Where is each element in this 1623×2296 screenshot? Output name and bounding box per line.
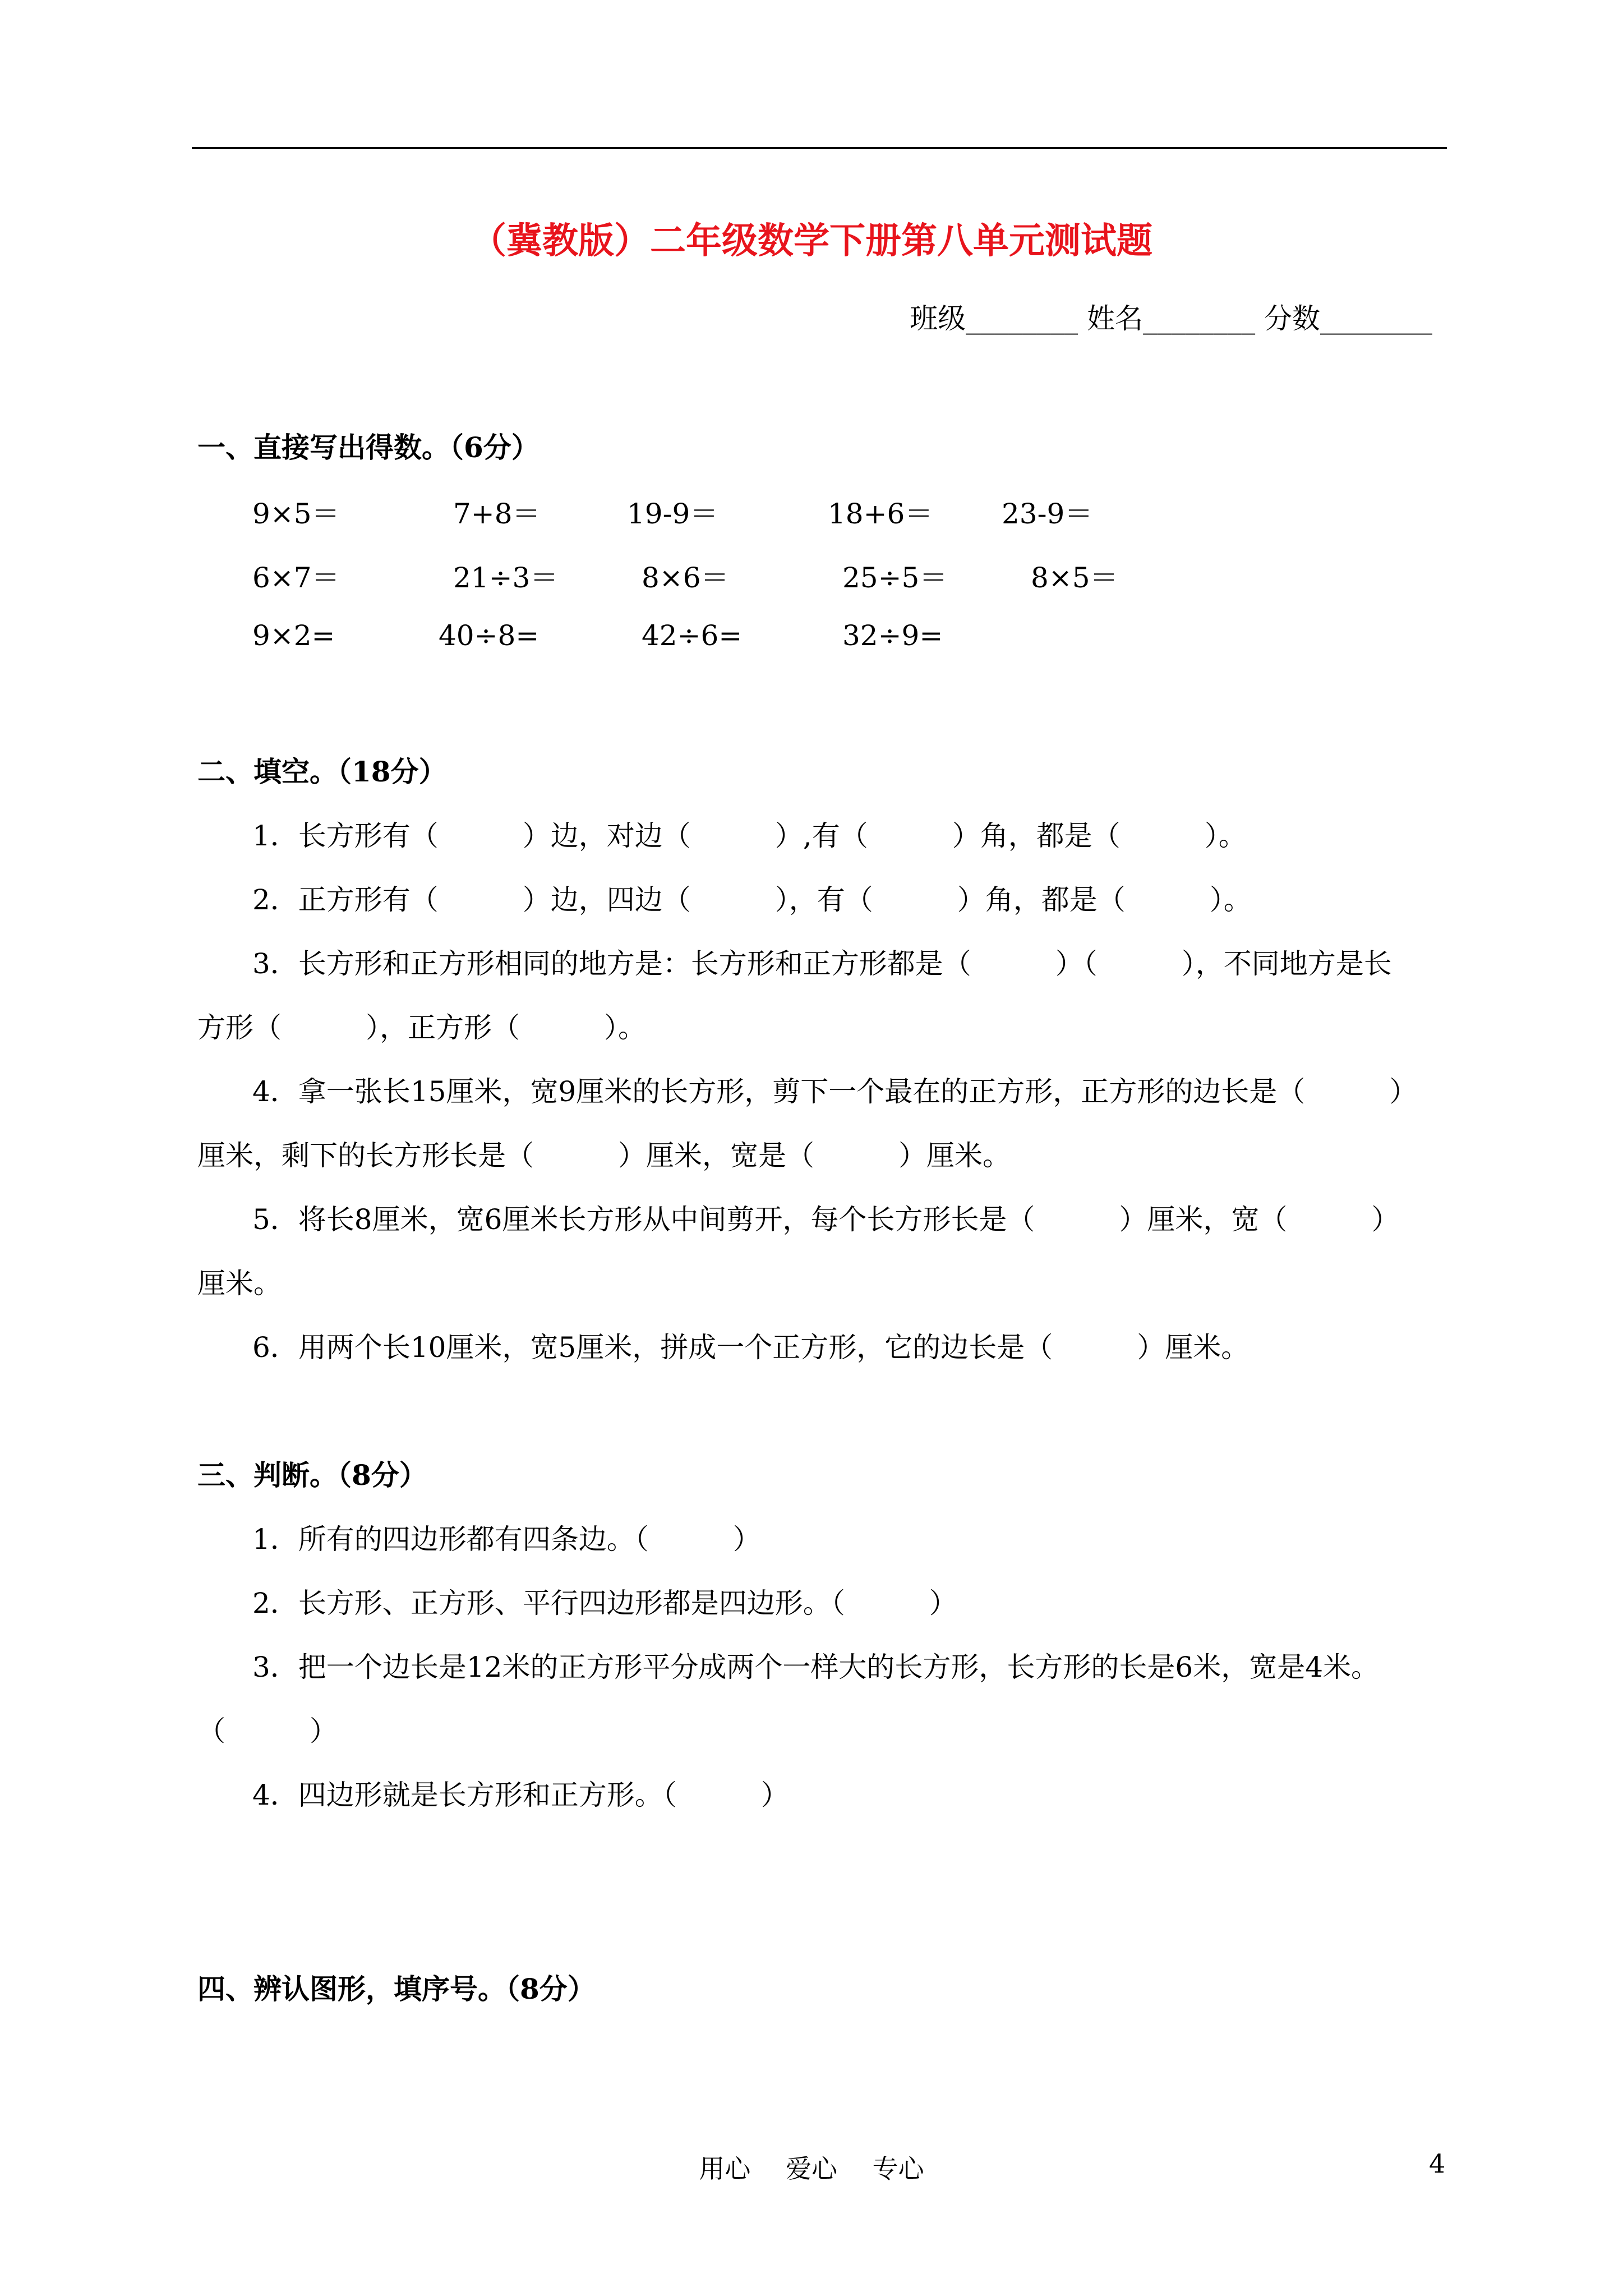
footer-motto-3: 专心 <box>872 2154 924 2184</box>
fill-question-4: 4．拿一张长15厘米，宽9厘米的长方形，剪下一个最在的正方形，正方形的边长是（ ） <box>252 1075 1418 1108</box>
fill-question-6: 6．用两个长10厘米，宽5厘米，拼成一个正方形，它的边长是（ ）厘米。 <box>252 1331 1249 1364</box>
fill-question-4-cont: 厘米，剩下的长方形长是（ ）厘米，宽是（ ）厘米。 <box>197 1139 1011 1172</box>
section4-title: 四、辨认图形，填序号。（8分） <box>197 1972 596 2005</box>
fill-question-1: 1．长方形有（ ）边，对边（ ）,有（ ）角，都是（ ）。 <box>252 820 1247 852</box>
calc-item: 7+8＝ <box>453 498 541 530</box>
section3-title: 三、判断。（8分） <box>197 1458 427 1492</box>
judge-question-3: 3．把一个边长是12米的正方形平分成两个一样大的长方形，长方形的长是6米，宽是4米。 <box>252 1651 1380 1683</box>
calc-item: 8×5＝ <box>1031 562 1118 594</box>
calc-item: 25÷5＝ <box>842 562 948 594</box>
fill-question-5: 5．将长8厘米，宽6厘米长方形从中间剪开，每个长方形长是（ ）厘米，宽（ ） <box>252 1203 1400 1236</box>
calc-item: 9×5＝ <box>252 498 340 530</box>
score-field: 分数________ <box>1264 302 1432 335</box>
section2-title: 二、填空。（18分） <box>197 755 447 788</box>
fill-question-3-cont: 方形（ ），正方形（ ）。 <box>197 1011 646 1044</box>
calc-item: 32÷9= <box>842 619 943 652</box>
footer-motto-2: 爱心 <box>786 2154 837 2184</box>
section1-title: 一、直接写出得数。（6分） <box>197 431 540 464</box>
calc-item: 6×7＝ <box>252 562 340 594</box>
judge-question-3-cont: （ ） <box>197 1715 338 1747</box>
document-title: （冀教版）二年级数学下册第八单元测试题 <box>471 220 1152 262</box>
fill-question-2: 2．正方形有（ ）边，四边（ ），有（ ）角，都是（ ）。 <box>252 884 1252 916</box>
fill-question-3: 3．长方形和正方形相同的地方是：长方形和正方形都是（ ）（ ），不同地方是长 <box>252 947 1392 980</box>
calc-item: 40÷8= <box>439 619 540 652</box>
judge-question-1: 1．所有的四边形都有四条边。（ ） <box>252 1523 761 1556</box>
calc-item: 18+6＝ <box>828 498 933 530</box>
calc-item: 42÷6= <box>642 619 743 652</box>
header-rule <box>192 147 1447 149</box>
footer-motto <box>0 2148 1623 2185</box>
calc-item: 19-9＝ <box>627 498 718 530</box>
calc-item: 9×2= <box>252 619 335 652</box>
footer-motto-1: 用心 <box>699 2154 751 2184</box>
fill-question-5-cont: 厘米。 <box>197 1267 282 1300</box>
class-field: 班级________ <box>910 302 1078 335</box>
judge-question-2: 2．长方形、正方形、平行四边形都是四边形。（ ） <box>252 1587 957 1619</box>
student-info-line <box>910 296 1432 337</box>
calc-item: 23-9＝ <box>1002 498 1093 530</box>
judge-question-4: 4．四边形就是长方形和正方形。（ ） <box>252 1779 789 1811</box>
name-field: 姓名________ <box>1087 302 1256 335</box>
calc-item: 8×6＝ <box>642 562 729 594</box>
calc-item: 21÷3＝ <box>453 562 559 594</box>
page-number: 4 <box>1429 2148 1446 2179</box>
